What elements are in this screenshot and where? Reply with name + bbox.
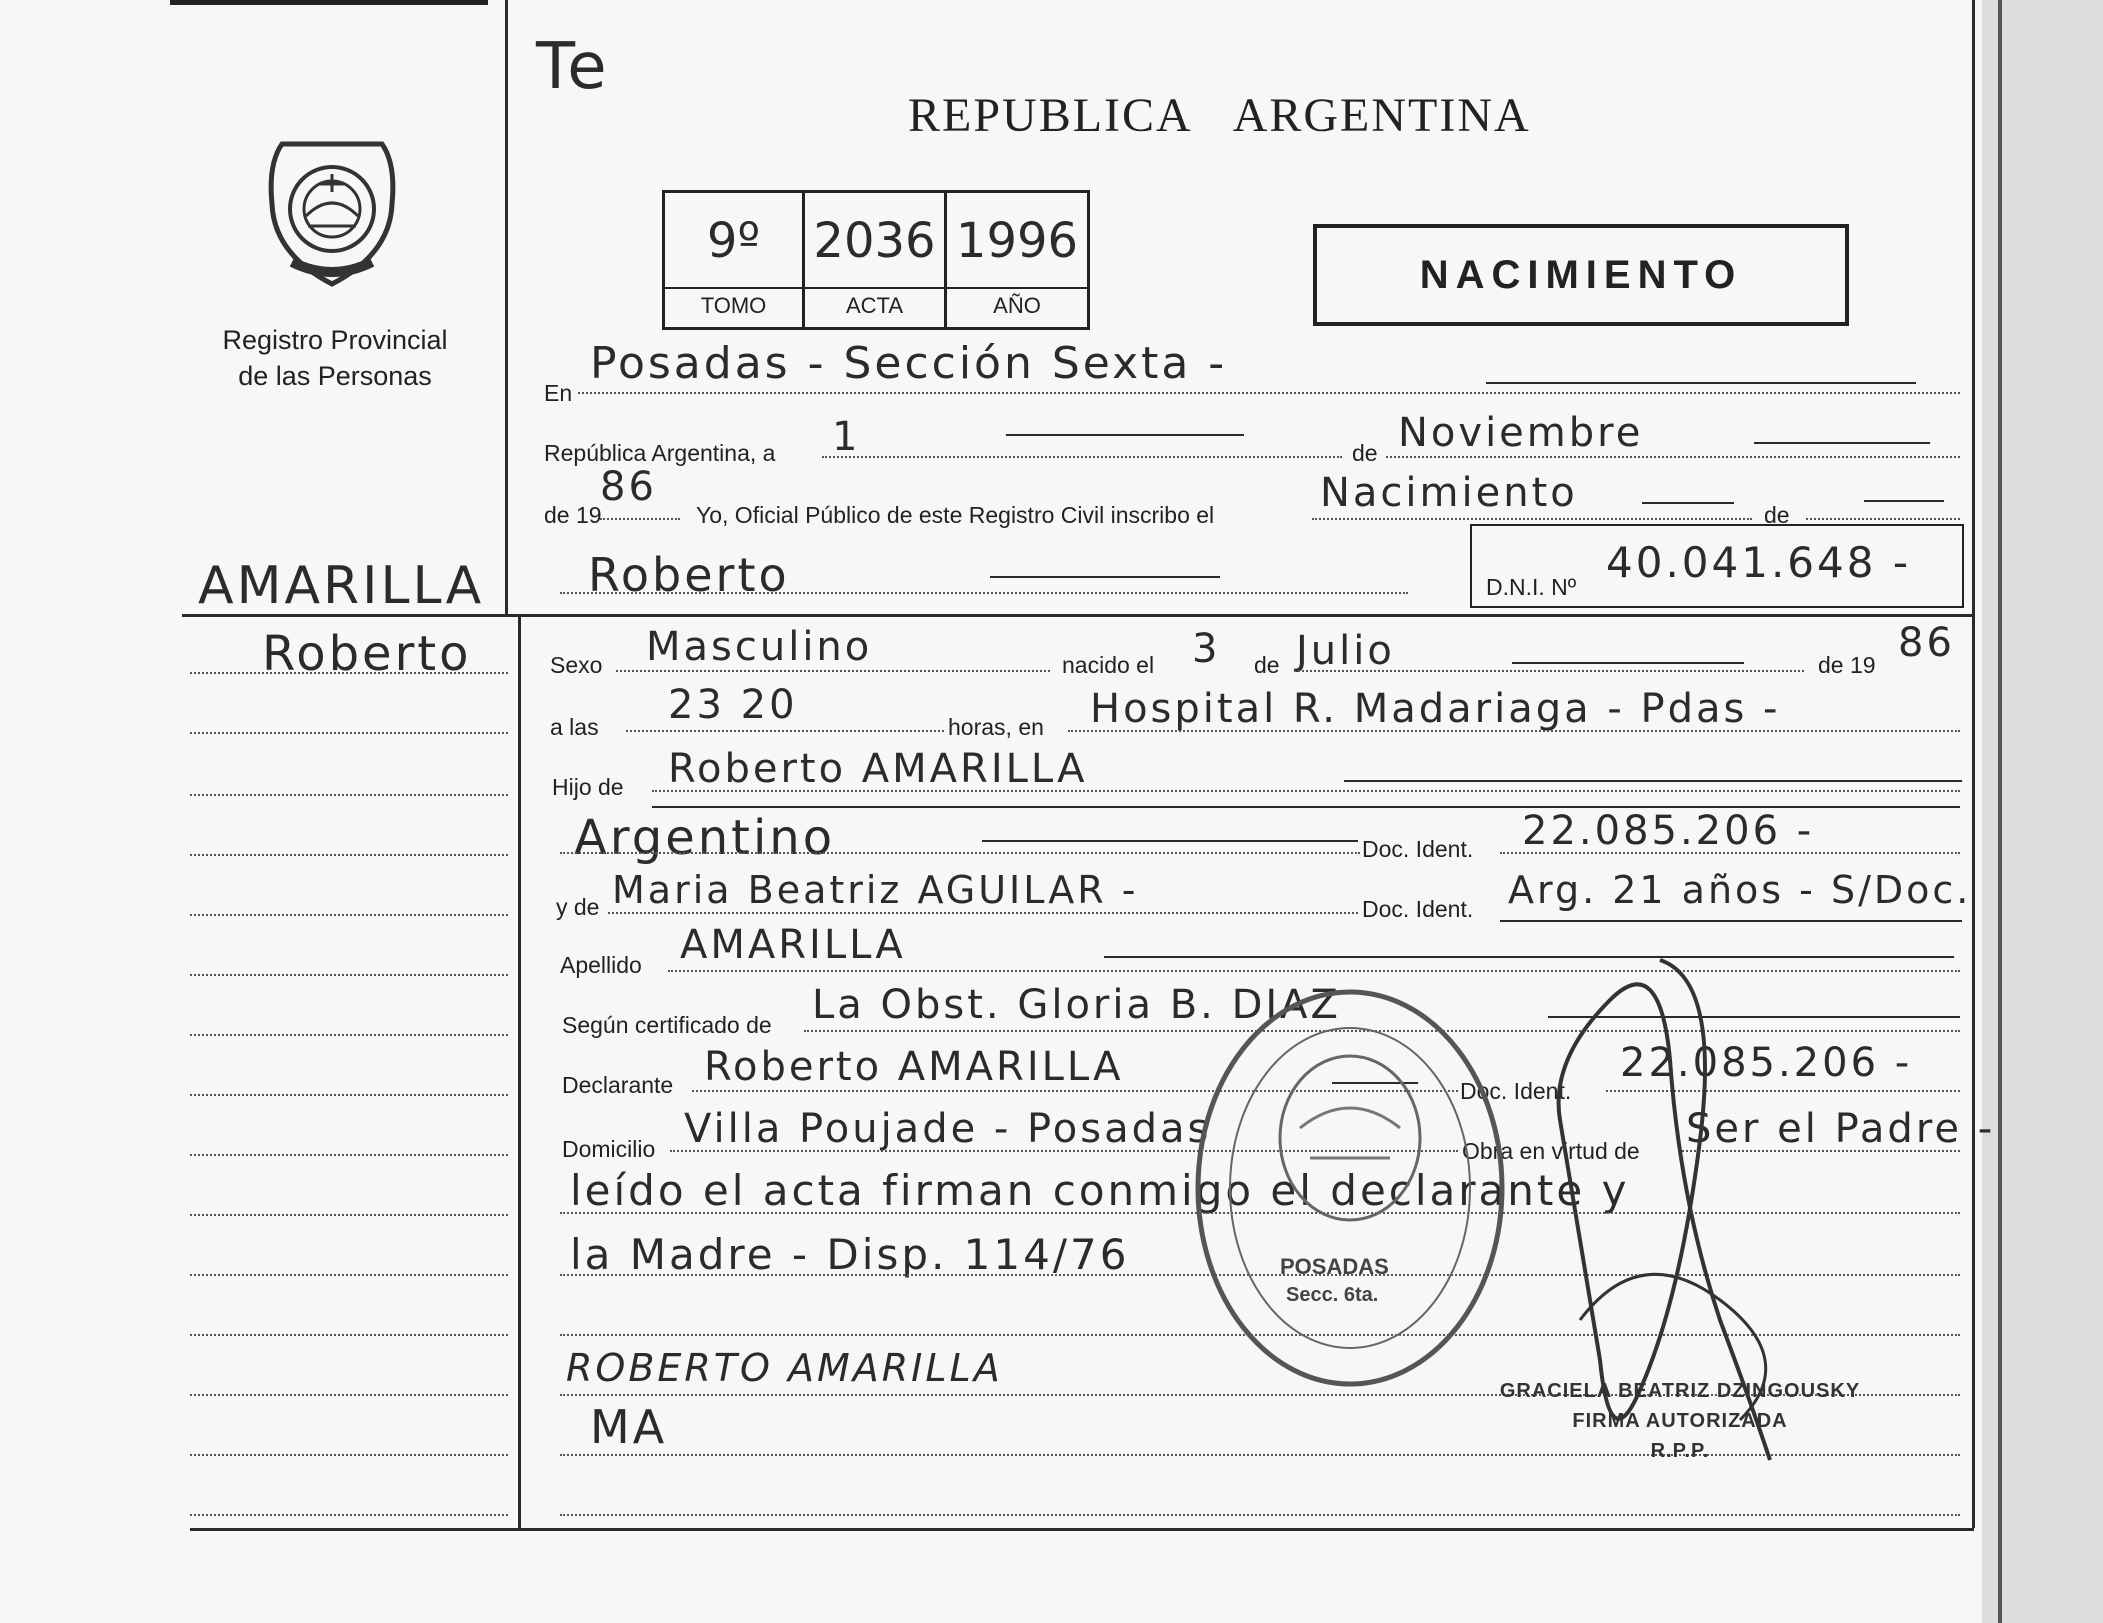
- margin-dotted-line: [190, 1334, 508, 1336]
- label-de-month: de: [1352, 440, 1378, 466]
- father-nationality-value: Argentino: [574, 810, 836, 866]
- dotted-line: [1806, 518, 1960, 520]
- fill-line: [1006, 434, 1244, 436]
- father-value: Roberto AMARILLA: [668, 746, 1088, 792]
- dotted-line: [608, 912, 1358, 914]
- official-title: FIRMA AUTORIZADA: [1572, 1410, 1788, 1432]
- ano-cell: [947, 193, 1087, 327]
- margin-dotted-line: [190, 1514, 508, 1516]
- year-suffix-value: 86: [600, 464, 657, 510]
- dotted-line: [578, 392, 1960, 394]
- dotted-line: [822, 456, 1342, 458]
- divider-vertical-lower: [518, 614, 521, 1528]
- obra-value: Ser el Padre -: [1686, 1106, 1996, 1152]
- certificate-value: La Obst. Gloria B. DIAZ: [812, 982, 1341, 1028]
- frame-bottom: [190, 1528, 1974, 1531]
- fill-line: [1864, 500, 1944, 502]
- title-word: REPUBLICA: [908, 89, 1193, 142]
- dotted-line: [1068, 730, 1960, 732]
- cell-separator: [805, 287, 944, 289]
- margin-dotted-line: [190, 914, 508, 916]
- day-value: 1: [832, 414, 861, 460]
- label-doc-ident-declarant: Doc. Ident.: [1460, 1078, 1572, 1104]
- fill-line: [1486, 382, 1916, 384]
- label-hijo-de: Hijo de: [552, 774, 624, 800]
- dotted-line: [616, 670, 1050, 672]
- margin-dotted-line: [190, 794, 508, 796]
- dotted-line: [626, 730, 944, 732]
- tomo-label: TOMO: [700, 293, 767, 318]
- official-sign-block: [1490, 1376, 1870, 1466]
- label-obra-virtud: Obra en virtud de: [1462, 1138, 1640, 1164]
- label-dni: D.N.I. Nº: [1486, 574, 1577, 600]
- margin-dotted-line: [190, 1394, 508, 1396]
- label-en: En: [544, 380, 573, 406]
- label-yo-oficial: Yo, Oficial Público de este Registro Civil inscribo el: [696, 502, 1215, 528]
- stamp-city: POSADAS: [1280, 1254, 1389, 1279]
- note-line-1: leído el acta firman conmigo el declarante y: [570, 1166, 1630, 1215]
- registry-name-line1: Registro Provincial: [222, 325, 448, 355]
- dotted-line: [1312, 518, 1752, 520]
- label-nacido-el: nacido el: [1062, 652, 1155, 678]
- margin-dotted-line: [190, 1034, 508, 1036]
- fill-line: [1642, 502, 1734, 504]
- label-doc-ident-father: Doc. Ident.: [1362, 836, 1474, 862]
- label-de-birth-month: de: [1254, 652, 1280, 678]
- province-seal-logo: [262, 134, 402, 294]
- place-value: Posadas - Sección Sexta -: [590, 338, 1228, 389]
- frame-right: [1972, 0, 1975, 1528]
- registry-name-line2: de las Personas: [238, 361, 432, 391]
- margin-dotted-line: [190, 1214, 508, 1216]
- registry-name: [200, 322, 470, 394]
- sex-value: Masculino: [646, 624, 873, 670]
- dotted-line: [1294, 670, 1804, 672]
- margin-dotted-line: [190, 854, 508, 856]
- margin-dotted-line: [190, 974, 508, 976]
- register-box: [662, 190, 1090, 330]
- country-title: [908, 88, 1571, 143]
- cell-separator: [665, 287, 802, 289]
- dotted-line: [560, 1514, 1960, 1516]
- tomo-cell: [665, 193, 805, 327]
- document-type-box: NACIMIENTO: [1313, 224, 1849, 326]
- father-doc-value: 22.085.206 -: [1522, 808, 1815, 854]
- birth-day-value: 3: [1192, 626, 1221, 672]
- fill-line: [982, 840, 1358, 842]
- official-name: GRACIELA BEATRIZ DZINGOUSKY: [1499, 1380, 1861, 1402]
- acta-cell: [805, 193, 947, 327]
- address-value: Villa Poujade - Posadas: [684, 1106, 1212, 1152]
- surname-value: AMARILLA: [680, 922, 906, 968]
- label-y-de: y de: [556, 894, 600, 920]
- ano-value: 1996: [955, 213, 1079, 269]
- dotted-line: [1500, 852, 1960, 854]
- mother-signature: MA: [590, 1400, 668, 1454]
- dotted-line: [652, 790, 1960, 792]
- divider-vertical-upper: [505, 0, 508, 614]
- label-horas-en: horas, en: [948, 714, 1044, 740]
- label-declarante: Declarante: [562, 1072, 674, 1098]
- label-apellido: Apellido: [560, 952, 642, 978]
- label-domicilio: Domicilio: [562, 1136, 656, 1162]
- label-de-1996: de 19: [1818, 652, 1876, 678]
- official-org: R.P.P.: [1650, 1440, 1710, 1462]
- margin-dotted-line: [190, 1154, 508, 1156]
- label-de-act: de: [1764, 502, 1790, 528]
- label-sexo: Sexo: [550, 652, 603, 678]
- name-value: Roberto: [588, 548, 790, 602]
- page-edge-line: [1998, 0, 2002, 1623]
- declarant-doc-value: 22.085.206 -: [1620, 1040, 1913, 1086]
- dni-box: [1470, 524, 1964, 608]
- margin-dotted-line: [190, 672, 508, 674]
- fill-line: [990, 576, 1220, 578]
- hospital-value: Hospital R. Madariaga - Pdas -: [1090, 686, 1781, 732]
- fill-line: [1344, 780, 1962, 782]
- margin-dotted-line: [190, 1094, 508, 1096]
- label-segun-certificado: Según certificado de: [562, 1012, 772, 1038]
- tomo-value: 9º: [706, 213, 761, 269]
- margin-dotted-line: [190, 1274, 508, 1276]
- dotted-line: [1386, 456, 1960, 458]
- margin-given-name: Roberto: [262, 626, 472, 682]
- hour-value: 23 20: [668, 682, 798, 728]
- official-stamp: [1180, 978, 1520, 1398]
- label-a-las: a las: [550, 714, 599, 740]
- cell-separator: [947, 287, 1087, 289]
- act-type-value: Nacimiento: [1320, 470, 1578, 516]
- birth-year-suffix-value: 86: [1898, 620, 1955, 666]
- declarant-signature: ROBERTO AMARILLA: [566, 1346, 1003, 1390]
- label-republica: República Argentina, a: [544, 440, 776, 466]
- fill-line: [1512, 662, 1744, 664]
- margin-dotted-line: [190, 732, 508, 734]
- margin-surname: AMARILLA: [198, 556, 485, 616]
- dni-value: 40.041.648 -: [1606, 538, 1911, 587]
- margin-dotted-line: [190, 1454, 508, 1456]
- title-word: ARGENTINA: [1232, 89, 1531, 142]
- stamp-section: Secc. 6ta.: [1286, 1284, 1379, 1306]
- declarant-value: Roberto AMARILLA: [704, 1044, 1124, 1090]
- label-de-19: de 19: [544, 502, 602, 528]
- fill-line: [1754, 442, 1930, 444]
- dotted-line: [560, 592, 1408, 594]
- birth-month-value: Julio: [1296, 628, 1395, 674]
- top-edge-bar: [170, 0, 488, 5]
- acta-value: 2036: [813, 213, 936, 269]
- dotted-line: [600, 518, 680, 520]
- month-value: Noviembre: [1398, 410, 1644, 456]
- note-line-2: la Madre - Disp. 114/76: [570, 1230, 1130, 1279]
- mother-doc-value: Arg. 21 años - S/Doc.: [1508, 868, 1972, 912]
- ano-label: AÑO: [993, 293, 1041, 318]
- mother-value: Maria Beatriz AGUILAR -: [612, 868, 1139, 912]
- dotted-line: [560, 852, 1360, 854]
- fill-line: [1500, 920, 1962, 922]
- acta-label: ACTA: [845, 293, 904, 318]
- label-doc-ident-mother: Doc. Ident.: [1362, 896, 1474, 922]
- corner-mark: Te: [536, 30, 610, 104]
